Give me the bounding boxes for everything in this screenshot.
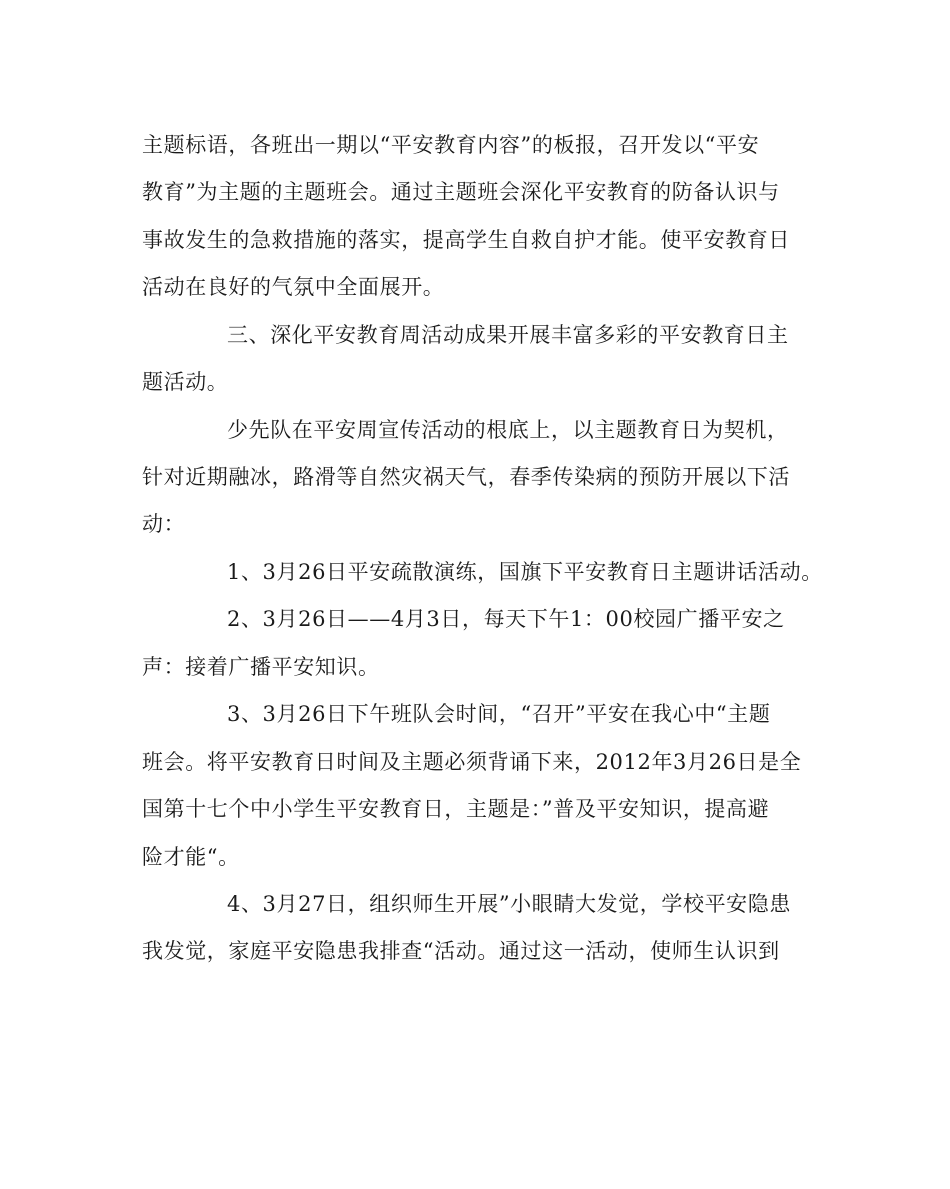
list-item: 4、3月27日，组织师生开展”小眼睛大发觉，学校平安隐患 (227, 892, 791, 916)
list-item: 1、3月26日平安疏散演练，国旗下平安教育日主题讲话活动。 (227, 560, 823, 584)
text-line: 险才能“。 (142, 845, 240, 869)
text-line: 声：接着广播平安知识。 (142, 655, 380, 679)
text-line: 我发觉，家庭平安隐患我排查“活动。通过这一活动，使师生认识到 (142, 939, 780, 963)
text-line: 活动在良好的气氛中全面展开。 (142, 275, 445, 299)
text-line: 针对近期融冰，路滑等自然灾祸天气，春季传染病的预防开展以下活 (142, 465, 790, 489)
text-line: 教育”为主题的主题班会。通过主题班会深化平安教育的防备认识与 (142, 180, 780, 204)
section-heading: 三、深化平安教育周活动成果开展丰富多彩的平安教育日主 (227, 323, 789, 347)
text-line: 题活动。 (142, 370, 229, 394)
text-line: 主题标语，各班出一期以“平安教育内容”的板报，召开发以“平安 (142, 133, 760, 157)
text-line: 动： (142, 512, 186, 536)
text-line: 班会。将平安教育日时间及主题必须背诵下来，2012年3月26日是全 (142, 750, 802, 774)
list-item: 2、3月26日——4月3日，每天下午1：00校园广播平安之 (227, 607, 785, 631)
text-line: 事故发生的急救措施的落实，提高学生自救自护才能。使平安教育日 (142, 228, 790, 252)
list-item: 3、3月26日下午班队会时间，“召开”平安在我心中“主题 (227, 702, 771, 726)
text-line: 少先队在平安周宣传活动的根底上，以主题教育日为契机， (227, 418, 789, 442)
text-line: 国第十七个中小学生平安教育日，主题是：”普及平安知识，提高避 (142, 797, 770, 821)
